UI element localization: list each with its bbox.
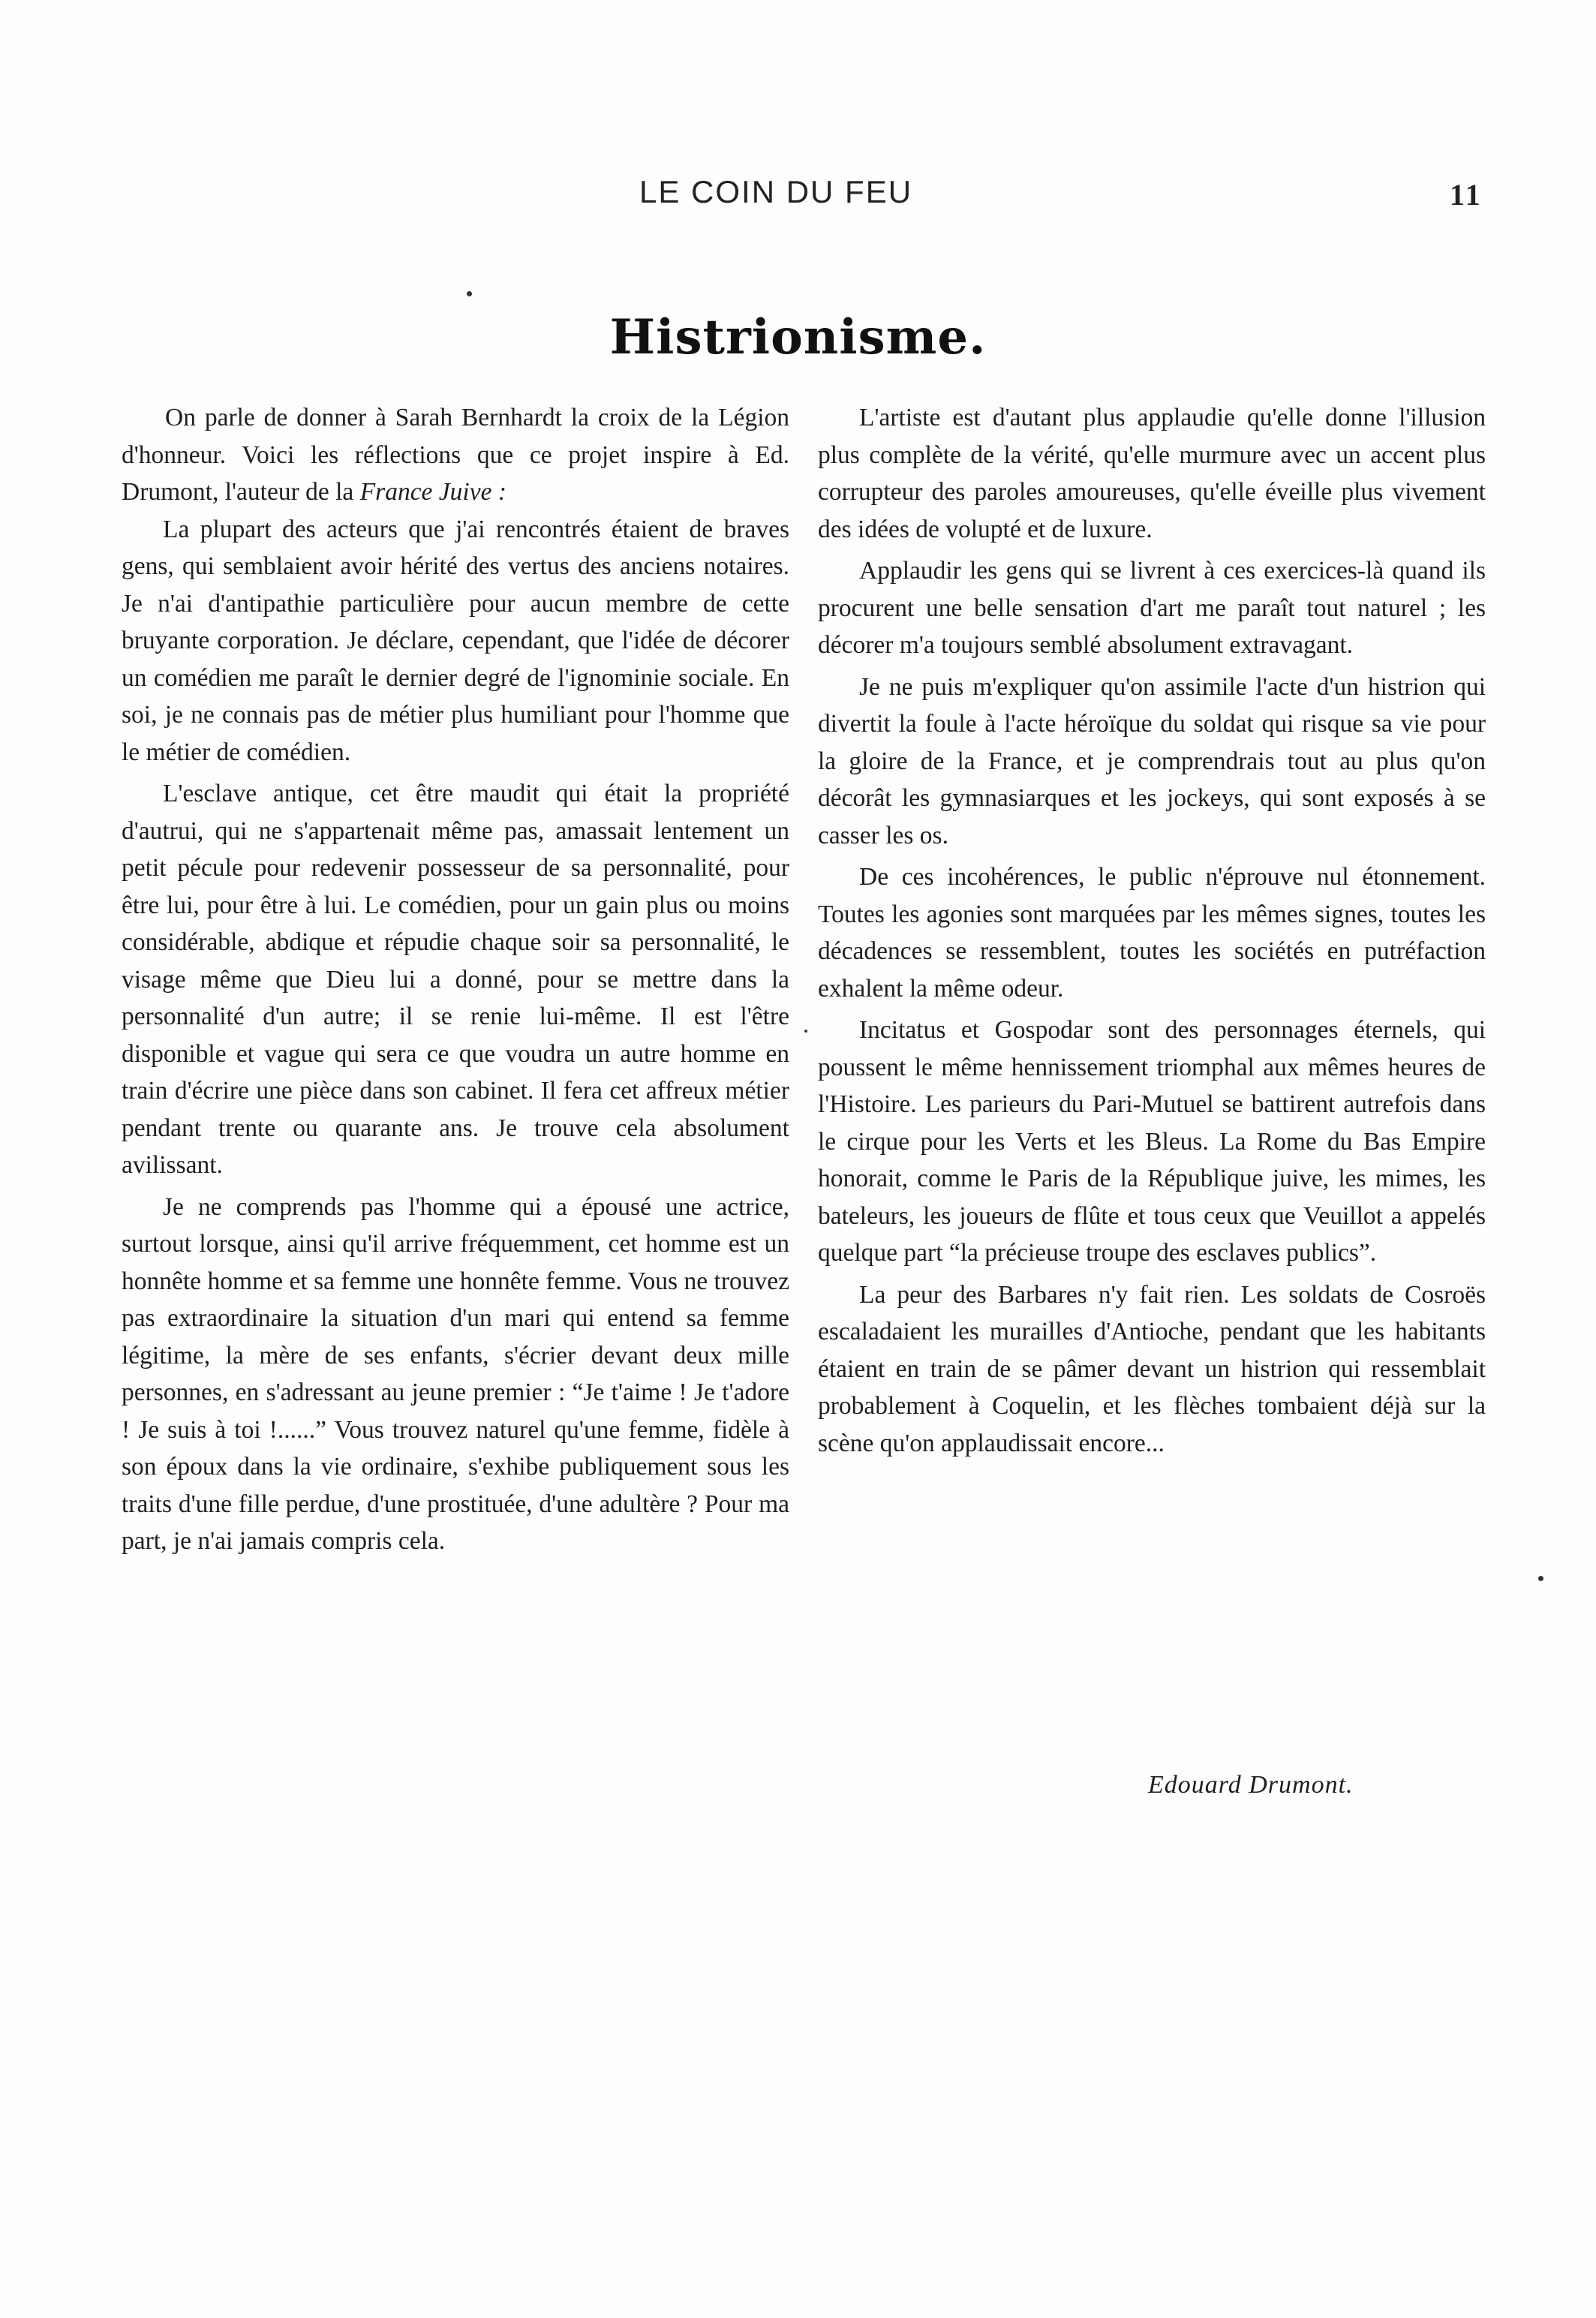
running-title: LE COIN DU FEU [639,174,913,209]
paragraph: Je ne comprends pas l'homme qui a épousé une actrice, surtout lorsque, ainsi qu'il arrive fréquemment, cet homme est un honnête homme et sa femme une honnête femme. Vous ne trouvez pas extraordinaire la situation d'un mari qui entend sa femme légitime, la mère de ses enfants, s'écrier devant deux mille personnes, en s'adressant au jeune premier : “Je t'aime ! Je t'adore ! Je suis à toi !......” Vous trouvez naturel qu'une femme, fidèle à son époux dans la vie ordinaire, s'exhibe publiquement sous les traits d'une fille perdue, d'une prostituée, d'une adultère ? Pour ma part, je n'ai jamais compris cela. [122,1192,789,1555]
print-speck [804,1030,807,1033]
paragraph: La peur des Barbares n'y fait rien. Les soldats de Cosroës escaladaient les murailles d'Antioche, pendant que les habitants étaient en train de se pâmer devant un histrion qui ressemblait probablement à Coquelin, et les flèches tombaient déjà sur la scène qu'on applaudissait encore... [818,1280,1486,1457]
paragraph: De ces incohérences, le public n'éprouve nul étonnement. Toutes les agonies sont marquées par les mêmes signes, toutes les décadences se ressemblent, toutes les sociétés en putréfaction exhalent la même odeur. [818,863,1486,1003]
author-signature: Edouard Drumont. [1148,1771,1354,1799]
left-column [122,399,789,1560]
print-speck [467,291,472,296]
right-column [818,399,1486,1462]
paragraph: La plupart des acteurs que j'ai rencontrés étaient de braves gens, qui semblaient avoir hérité des vertus des anciens notaires. Je n'ai d'antipathie particulière pour aucun membre de cette bruyante corporation. Je déclare, cependant, que l'idée de décorer un comédien me paraît le dernier degré de l'ignominie sociale. En soi, je ne connais pas de métier plus humiliant pour l'homme que le métier de comédien. [122,515,789,766]
paragraph-intro [122,399,789,511]
article-title: Histrionisme. [609,309,987,365]
paragraph: L'artiste est d'autant plus applaudie qu'elle donne l'illusion plus complète de la vérité, qu'elle murmure avec un accent plus corrupteur des paroles amoureuses, qu'elle éveille plus vivement des idées de volupté et de luxure. [818,404,1486,543]
page-number: 11 [1450,178,1483,212]
paragraph: L'esclave antique, cet être maudit qui était la propriété d'autrui, qui ne s'appartenait même pas, amassait lentement un petit pécule pour redevenir possesseur de sa personnalité, pour être lui, pour être à lui. Le comédien, pour un gain plus ou moins considérable, abdique et répudie chaque soir sa personnalité, le visage même que Dieu lui a donné, pour se mettre dans la personnalité d'un autre; il se renie lui-même. Il est l'être disponible et vague qui sera ce que voudra un autre homme en train d'écrire une pièce dans son cabinet. Il fera cet affreux métier pendant trente ou quarante ans. Je trouve cela absolument avilissant. [122,780,789,1179]
paragraph: Je ne puis m'expliquer qu'on assimile l'acte d'un histrion qui divertit la foule à l'acte héroïque du soldat qui risque sa vie pour la gloire de la France, et je comprendrais tout au plus qu'on décorât les gymnasiarques et les jockeys, qui sont exposés à se casser les os. [818,672,1486,849]
paragraph: Incitatus et Gospodar sont des personnages éternels, qui poussent le même hennissement triomphal aux mêmes heures de l'Histoire. Les parieurs du Pari-Mutuel se battirent autrefois dans le cirque pour les Verts et les Bleus. La Rome du Bas Empire honorait, comme le Paris de la République juive, les mimes, les bateleurs, les joueurs de flûte et tous ceux que Veuillot a appelés quelque part “la précieuse troupe des esclaves publics”. [818,1016,1486,1267]
intro-text: On parle de donner à Sarah Bernhardt la croix de la Légion d'honneur. Voici les réflections que ce projet inspire à Ed. Drumont, l'auteur de la [122,404,789,506]
print-speck [1538,1576,1543,1581]
paragraph: Applaudir les gens qui se livrent à ces exercices-là quand ils procurent une belle sensation d'art me paraît tout naturel ; les décorer m'a toujours semblé absolument extravagant. [818,557,1486,659]
book-citation: France Juive : [359,478,506,506]
running-head [0,174,1596,219]
